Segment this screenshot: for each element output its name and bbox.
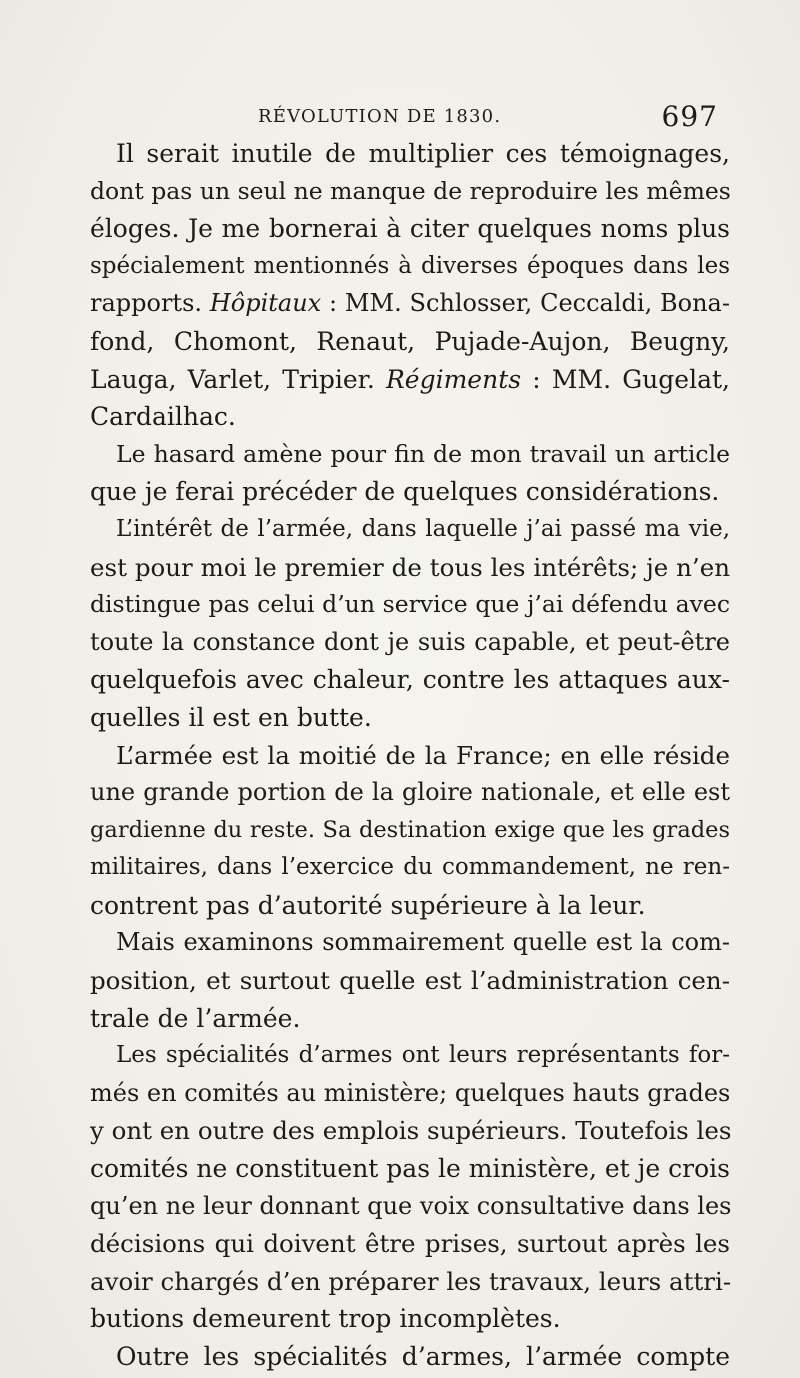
text-line: quelquefois avec chaleur, contre les attaques aux- [90, 665, 730, 695]
text-line: més en comités au ministère; quelques hauts grades [90, 1078, 731, 1107]
text-line: contrent pas d’autorité supérieure à la leur. [90, 890, 646, 920]
text-line: y ont en outre des emplois supérieurs. Toutefois les [90, 1116, 732, 1146]
text-line: Cardailhac. [90, 402, 236, 432]
text-line: est pour moi le premier de tous les intérêts; je n’en [90, 552, 730, 582]
text-span: : MM. Schlosser, Ceccaldi, Bona- [329, 289, 730, 318]
text-line [90, 285, 730, 323]
text-line: L’armée est la moitié de la France; en elle réside [116, 740, 730, 770]
text-line: qu’en ne leur donnant que voix consultative dans les [90, 1191, 732, 1220]
text-line: éloges. Je me bornerai à citer quelques noms plus [90, 214, 730, 244]
text-line: comités ne constituent pas le ministère, et je crois [90, 1154, 730, 1184]
text-line: butions demeurent trop incomplètes. [90, 1304, 561, 1334]
text-line: décisions qui doivent être prises, surtout après les [90, 1229, 730, 1259]
text-line: dont pas un seul ne manque de reproduire les mêmes [90, 176, 731, 205]
text-line: une grande portion de la gloire nationale, et elle est [90, 778, 730, 807]
page-number: 697 [661, 100, 718, 133]
text-span: rapports. [90, 289, 203, 318]
running-head [258, 100, 718, 134]
italic-heading-regiments: Régiments [385, 364, 522, 394]
text-span: Lauga, Varlet, Tripier. [90, 364, 375, 394]
text-line: Il serait inutile de multiplier ces témoignages, [116, 139, 730, 168]
text-span: : MM. Gugelat, [532, 364, 730, 394]
text-line: L’intérêt de l’armée, dans laquelle j’ai passé ma vie, [116, 515, 730, 542]
body-text [90, 135, 730, 1376]
text-line: que je ferai précéder de quelques considérations. [90, 477, 720, 507]
text-line [90, 361, 730, 399]
text-line: distingue pas celui d’un service que j’ai défendu avec [90, 590, 730, 619]
text-line: trale de l’armée. [90, 1003, 301, 1033]
running-title: RÉVOLUTION DE 1830. [258, 106, 502, 127]
text-line: Outre les spécialités d’armes, l’armée compte [116, 1342, 730, 1371]
text-line: Les spécialités d’armes ont leurs représentants for- [116, 1042, 730, 1069]
italic-heading-hopitaux: Hôpitaux [209, 289, 322, 318]
text-line: avoir chargés d’en préparer les travaux, leurs attri- [90, 1266, 732, 1296]
text-line: militaires, dans l’exercice du commandement, ne ren- [90, 854, 730, 881]
text-line: Le hasard amène pour fin de mon travail un article [116, 439, 730, 468]
text-line: position, et surtout quelle est l’administration cen- [90, 966, 730, 996]
text-line: quelles il est en butte. [90, 702, 372, 732]
text-line: fond, Chomont, Renaut, Pujade-Aujon, Beugny, [90, 326, 730, 356]
text-line: spécialement mentionnés à diverses époques dans les [90, 252, 730, 279]
text-line: toute la constance dont je suis capable, et peut-être [90, 627, 730, 656]
text-line: Mais examinons sommairement quelle est la com- [116, 928, 730, 957]
text-line: gardienne du reste. Sa destination exige que les grades [90, 816, 730, 843]
